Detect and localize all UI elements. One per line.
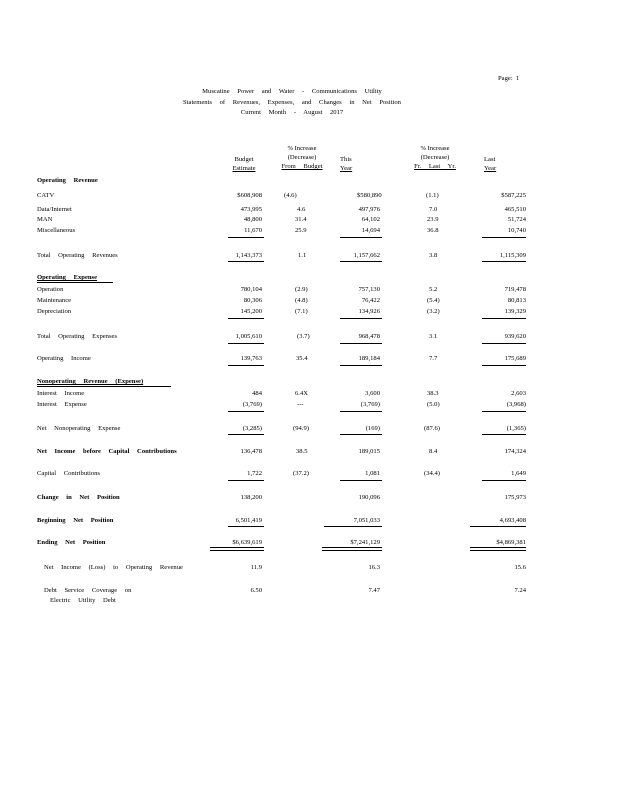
col-header-last-year <box>484 155 524 173</box>
row-label-total-exp: Total Operating Expenses <box>37 333 118 340</box>
row-label-ni-ratio: Net Income (Loss) to Operating Revenue <box>44 564 183 571</box>
col-header-pct-budget-l2: (Decrease) <box>287 154 317 161</box>
rule-this-year-exp <box>340 318 382 319</box>
cell-depreciation-last-year: 139,329 <box>504 308 526 315</box>
cell-net-before-pct-budget: 38.5 <box>296 448 308 455</box>
cell-ni-ratio-budget: 11.9 <box>250 564 262 571</box>
cell-man-this-year: 64,102 <box>361 216 380 223</box>
cell-data-internet-last-year: 465,510 <box>504 206 526 213</box>
rule-budget-int <box>228 411 264 412</box>
page-label-text: Page: <box>498 75 513 82</box>
col-header-pct-budget <box>270 144 334 171</box>
row-label-depreciation: Depreciation <box>37 308 72 315</box>
cell-int-income-last-year: 2,603 <box>511 390 526 397</box>
cell-total-exp-pct-last: 3.1 <box>429 333 438 340</box>
cell-maintenance-this-year: 76,422 <box>361 297 380 304</box>
cell-misc-pct-last: 36.8 <box>427 227 439 234</box>
row-label-dsc-line1: Debt Service Coverage on <box>44 587 132 594</box>
rule-section-opex <box>37 282 113 283</box>
cell-cap-contrib-pct-last: (34.4) <box>424 470 440 477</box>
cell-int-expense-pct-last: (5.0) <box>427 401 440 408</box>
cell-total-exp-this-year: 968,478 <box>358 333 380 340</box>
row-label-int-income: Interest Income <box>37 390 85 397</box>
cell-data-internet-budget: 473,995 <box>240 206 262 213</box>
section-nonoperating: Nonoperating Revenue (Expense) <box>37 378 144 385</box>
cell-dsc-budget: 6.50 <box>250 587 262 594</box>
cell-total-exp-budget: 1,005,610 <box>235 333 262 340</box>
row-label-cap-contrib: Capital Contributions <box>37 470 100 477</box>
rule-this-year-total-exp <box>340 343 382 344</box>
rule-this-year-net-nonop <box>340 434 382 435</box>
col-header-pct-last-l1: % Increase <box>420 145 450 152</box>
rule-this-year-int <box>340 411 382 412</box>
cell-net-before-this-year: 189,015 <box>358 448 380 455</box>
cell-man-budget: 48,800 <box>243 216 262 223</box>
row-label-total-rev: Total Operating Revenues <box>37 252 118 259</box>
rule-budget-op-income <box>228 365 264 366</box>
col-header-last-year-l2: Year <box>484 165 497 172</box>
cell-depreciation-pct-budget: (7.1) <box>295 308 308 315</box>
cell-total-rev-pct-last: 3.8 <box>429 252 438 259</box>
col-header-this-year <box>340 155 380 173</box>
cell-misc-this-year: 14,694 <box>361 227 380 234</box>
rule-double-this-year-ending <box>322 547 382 551</box>
cell-op-income-this-year: 189,184 <box>358 355 380 362</box>
rule-last-year-rev <box>482 237 526 238</box>
rule-budget-total-exp <box>228 343 264 344</box>
cell-cap-contrib-last-year: 1,649 <box>511 470 526 477</box>
cell-misc-last-year: 10,740 <box>507 227 526 234</box>
cell-ending-this-year: $7,241,129 <box>350 539 380 546</box>
cell-net-nonop-budget: (3,285) <box>242 425 262 432</box>
col-header-budget-l2: Estimate <box>232 165 256 172</box>
cell-catv-this-year: $580,890 <box>357 192 382 199</box>
cell-catv-pct-budget: (4.6) <box>284 192 297 199</box>
cell-op-income-pct-last: 7.7 <box>429 355 438 362</box>
row-label-int-expense: Interest Expense <box>37 401 87 408</box>
cell-net-before-pct-last: 8.4 <box>429 448 438 455</box>
rule-last-year-net-nonop <box>482 434 526 435</box>
cell-depreciation-this-year: 134,926 <box>358 308 380 315</box>
col-header-pct-last-l3: Fr. Last Yr. <box>414 163 456 170</box>
report-title-line1: Muscatine Power and Water - Communications Utility <box>202 88 382 95</box>
col-header-pct-budget-l1: % Increase <box>287 145 317 152</box>
cell-ni-ratio-this-year: 16.3 <box>368 564 380 571</box>
cell-op-income-budget: 139,763 <box>240 355 262 362</box>
cell-int-expense-this-year: (3,769) <box>360 401 380 408</box>
cell-maintenance-last-year: 80,813 <box>507 297 526 304</box>
cell-operation-pct-last: 5.2 <box>429 286 438 293</box>
cell-cap-contrib-budget: 1,722 <box>247 470 262 477</box>
cell-net-nonop-pct-budget: (94.9) <box>293 425 309 432</box>
rule-this-year-total-rev <box>340 261 382 262</box>
cell-int-expense-pct-budget: --- <box>297 401 304 408</box>
cell-beginning-budget: 6,501,419 <box>235 517 262 524</box>
row-label-op-income: Operating Income <box>37 355 91 362</box>
rule-last-year-op-income <box>482 365 526 366</box>
cell-change-np-budget: 138,200 <box>240 494 262 501</box>
col-header-budget-l1: Budget <box>234 156 254 163</box>
rule-section-nonop <box>37 386 171 387</box>
cell-depreciation-budget: 145,200 <box>240 308 262 315</box>
cell-int-expense-budget: (3,769) <box>242 401 262 408</box>
rule-double-last-year-ending <box>470 547 526 551</box>
rule-last-year-exp <box>482 318 526 319</box>
cell-net-nonop-pct-last: (87.6) <box>424 425 440 432</box>
col-header-pct-budget-l3: From Budget <box>281 163 323 170</box>
cell-cap-contrib-this-year: 1,081 <box>365 470 380 477</box>
cell-man-last-year: 51,724 <box>507 216 526 223</box>
rule-last-year-int <box>482 411 526 412</box>
row-label-operation: Operation <box>37 286 64 293</box>
col-header-budget <box>214 155 274 173</box>
cell-beginning-last-year: 4,693,408 <box>499 517 526 524</box>
cell-operation-last-year: 719,478 <box>504 286 526 293</box>
cell-maintenance-budget: 80,306 <box>243 297 262 304</box>
rule-this-year-beginning <box>324 526 382 527</box>
cell-int-expense-last-year: (3,968) <box>506 401 526 408</box>
rule-this-year-op-income <box>340 365 382 366</box>
row-label-dsc-line2: Electric Utility Debt <box>50 597 116 604</box>
cell-man-pct-budget: 31.4 <box>295 216 307 223</box>
cell-catv-pct-last: (1.1) <box>426 192 439 199</box>
cell-change-np-this-year: 190,096 <box>358 494 380 501</box>
cell-total-rev-budget: 1,143,373 <box>235 252 262 259</box>
row-label-beginning: Beginning Net Position <box>37 517 114 524</box>
rule-this-year-rev <box>340 237 382 238</box>
cell-op-income-last-year: 175,689 <box>504 355 526 362</box>
row-label-maintenance: Maintenance <box>37 297 72 304</box>
col-header-last-year-l1: Last <box>484 156 496 163</box>
cell-ending-budget: $6,639,619 <box>232 539 262 546</box>
row-label-data-internet: Data/Internet <box>37 206 72 213</box>
cell-catv-last-year: $587,225 <box>501 192 526 199</box>
cell-data-internet-pct-last: 7.0 <box>429 206 438 213</box>
row-label-catv: CATV <box>37 192 55 199</box>
cell-total-rev-this-year: 1,157,662 <box>353 252 380 259</box>
rule-double-budget-ending <box>210 547 264 551</box>
cell-depreciation-pct-last: (3.2) <box>427 308 440 315</box>
rule-last-year-total-rev <box>482 261 526 262</box>
cell-data-internet-pct-budget: 4.6 <box>297 206 306 213</box>
rule-budget-total-rev <box>228 261 264 262</box>
cell-cap-contrib-pct-budget: (37.2) <box>293 470 309 477</box>
report-title-line3: Current Month - August 2017 <box>240 109 344 116</box>
cell-net-nonop-last-year: (1,365) <box>506 425 526 432</box>
row-label-net-nonop: Net Nonoperating Expense <box>37 425 121 432</box>
cell-operation-this-year: 757,130 <box>358 286 380 293</box>
page-number: 1 <box>515 75 520 82</box>
section-operating-revenue: Operating Revenue <box>37 177 98 184</box>
cell-total-exp-last-year: 939,620 <box>504 333 526 340</box>
section-operating-expense: Operating Expense <box>37 274 98 281</box>
cell-total-exp-pct-budget: (3.7) <box>297 333 310 340</box>
cell-net-before-last-year: 174,324 <box>504 448 526 455</box>
cell-operation-budget: 780,104 <box>240 286 262 293</box>
col-header-pct-last-l2: (Decrease) <box>420 154 450 161</box>
cell-total-rev-last-year: 1,115,309 <box>499 252 526 259</box>
cell-dsc-last-year: 7.24 <box>514 587 526 594</box>
col-header-this-year-l2: Year <box>340 165 353 172</box>
row-label-net-before: Net Income before Capital Contributions <box>37 448 177 455</box>
cell-data-internet-this-year: 497,976 <box>358 206 380 213</box>
rule-budget-rev <box>228 237 264 238</box>
row-label-change-np: Change in Net Position <box>37 494 120 501</box>
rule-budget-exp <box>228 318 264 319</box>
cell-maintenance-pct-last: (5.4) <box>427 297 440 304</box>
rule-last-year-cap <box>482 480 526 481</box>
cell-int-income-budget: 484 <box>252 390 262 397</box>
col-header-this-year-l1: This <box>340 156 352 163</box>
rule-budget-beginning <box>228 526 264 527</box>
cell-net-before-budget: 136,478 <box>240 448 262 455</box>
cell-beginning-this-year: 7,051,033 <box>353 517 380 524</box>
cell-change-np-last-year: 175,973 <box>504 494 526 501</box>
row-label-man: MAN <box>37 216 53 223</box>
cell-maintenance-pct-budget: (4.8) <box>295 297 308 304</box>
cell-int-income-pct-last: 38.3 <box>427 390 439 397</box>
cell-ending-last-year: $4,869,381 <box>496 539 526 546</box>
page-label <box>498 75 519 82</box>
cell-ni-ratio-last-year: 15.6 <box>514 564 526 571</box>
rule-budget-cap <box>228 480 264 481</box>
cell-total-rev-pct-budget: 1.1 <box>298 252 307 259</box>
cell-misc-pct-budget: 25.9 <box>295 227 307 234</box>
cell-net-nonop-this-year: (169) <box>365 425 380 432</box>
cell-man-pct-last: 23.9 <box>427 216 439 223</box>
rule-this-year-cap <box>340 480 382 481</box>
report-title-line2: Statements of Revenues, Expenses, and Changes in Net Position <box>183 99 401 106</box>
cell-catv-budget: $608,908 <box>237 192 262 199</box>
cell-int-income-pct-budget: 6.4X <box>295 390 309 397</box>
rule-last-year-total-exp <box>482 343 526 344</box>
row-label-ending: Ending Net Position <box>37 539 106 546</box>
rule-budget-net-nonop <box>228 434 264 435</box>
row-label-misc: Miscellaneous <box>37 227 76 234</box>
cell-dsc-this-year: 7.47 <box>368 587 380 594</box>
col-header-pct-last <box>400 144 470 171</box>
rule-last-year-beginning <box>470 526 526 527</box>
cell-op-income-pct-budget: 35.4 <box>296 355 308 362</box>
cell-int-income-this-year: 3,600 <box>365 390 380 397</box>
cell-misc-budget: 11,670 <box>244 227 262 234</box>
cell-operation-pct-budget: (2.9) <box>295 286 308 293</box>
